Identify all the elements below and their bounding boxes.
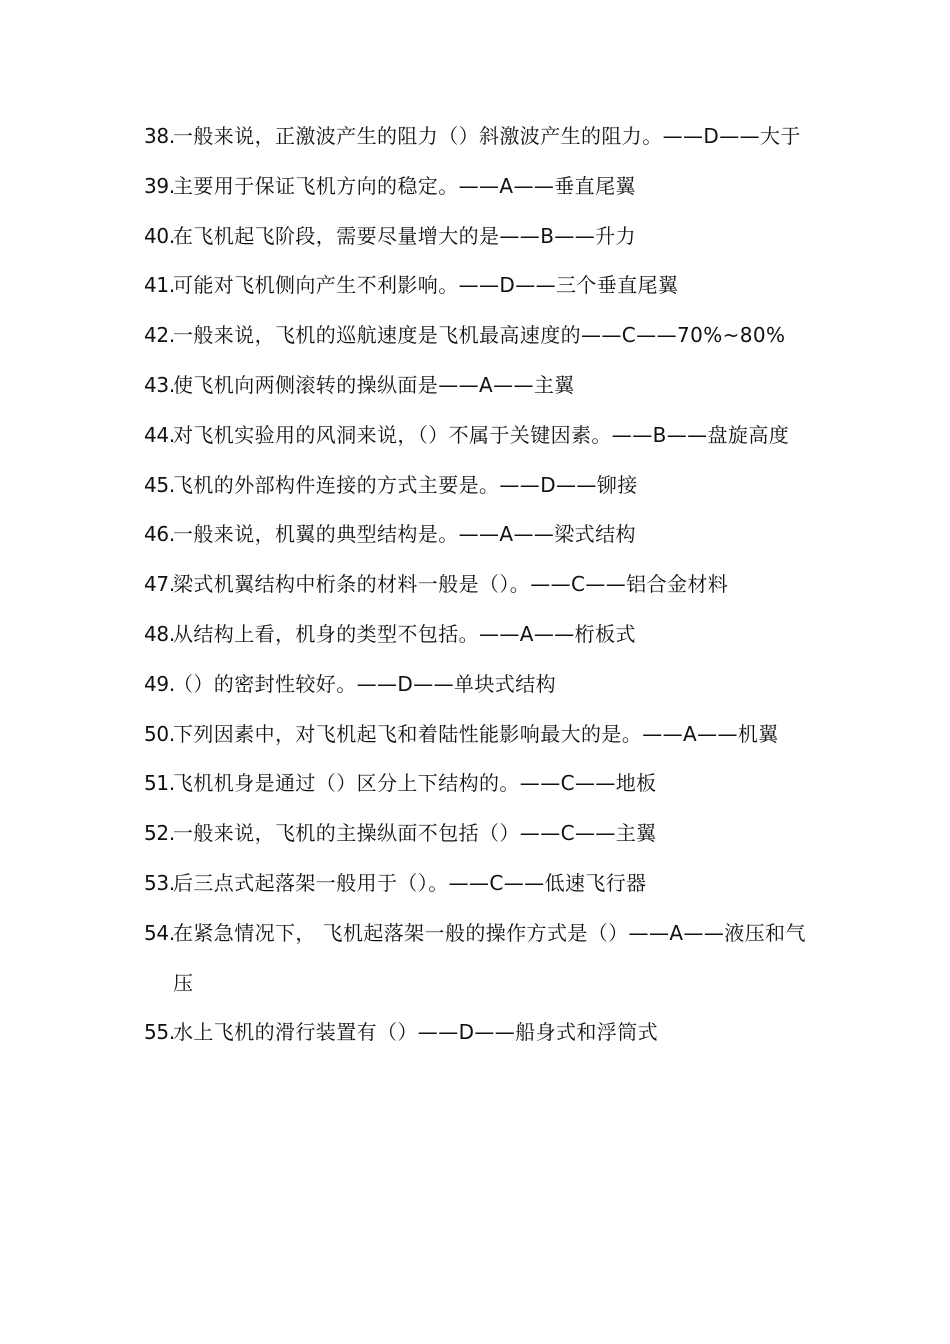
- question-item: [144, 759, 812, 809]
- question-text: 一般来说，飞机的主操纵面不包括（）——C——主翼: [173, 821, 657, 846]
- question-item: [144, 361, 812, 411]
- question-number: 46.: [144, 522, 175, 547]
- question-item: [144, 660, 812, 710]
- question-text: 在紧急情况下， 飞机起落架一般的操作方式是（）——A——液压和气压: [173, 920, 806, 995]
- question-text: 飞机机身是通过（）区分上下结构的。——C——地板: [173, 771, 657, 796]
- question-number: 38.: [144, 124, 175, 148]
- question-number: 50.: [144, 721, 175, 746]
- question-number: 47.: [144, 572, 175, 597]
- question-text: 对飞机实验用的风洞来说，（）不属于关键因素。——B——盘旋高度: [173, 422, 790, 447]
- question-item: [144, 809, 812, 859]
- question-text: 主要用于保证飞机方向的稳定。——A——垂直尾翼: [173, 173, 636, 198]
- question-text: 使飞机向两侧滚转的操纵面是——A——主翼: [173, 372, 575, 397]
- question-text: 后三点式起落架一般用于（）。——C——低速飞行器: [173, 870, 647, 895]
- question-item: [144, 560, 812, 610]
- question-number: 42.: [144, 323, 175, 348]
- question-number: 55.: [144, 1020, 175, 1045]
- question-text: 在飞机起飞阶段，需要尽量增大的是——B——升力: [173, 223, 636, 248]
- question-number: 51.: [144, 771, 175, 796]
- question-item: [144, 162, 812, 212]
- question-number: 43.: [144, 372, 175, 397]
- question-text: 一般来说，正激波产生的阻力（）斜激波产生的阻力。——D——大于: [173, 124, 801, 148]
- question-number: 53.: [144, 870, 175, 895]
- question-item: [144, 909, 812, 1009]
- question-text: 梁式机翼结构中桁条的材料一般是（）。——C——铝合金材料: [173, 572, 729, 597]
- question-item: [144, 411, 812, 461]
- question-item: [144, 311, 812, 361]
- question-number: 45.: [144, 472, 175, 497]
- question-text: （）的密封性较好。——D——单块式结构: [173, 671, 557, 696]
- question-item: [144, 610, 812, 660]
- question-text: 可能对飞机侧向产生不利影响。——D——三个垂直尾翼: [173, 273, 679, 298]
- question-list: [144, 112, 812, 1058]
- question-text: 下列因素中，对飞机起飞和着陆性能影响最大的是。——A——机翼: [173, 721, 779, 746]
- question-text: 飞机的外部构件连接的方式主要是。——D——铆接: [173, 472, 638, 497]
- question-number: 41.: [144, 273, 175, 298]
- question-number: 52.: [144, 821, 175, 846]
- question-text: 一般来说，机翼的典型结构是。——A——梁式结构: [173, 522, 636, 547]
- question-number: 40.: [144, 223, 175, 248]
- question-number: 49.: [144, 671, 175, 696]
- question-text: 一般来说，飞机的巡航速度是飞机最高速度的——C——70%~80%: [173, 323, 786, 348]
- question-item: [144, 212, 812, 262]
- question-number: 44.: [144, 422, 175, 447]
- question-text: 从结构上看，机身的类型不包括。——A——桁板式: [173, 621, 636, 646]
- question-item: [144, 510, 812, 560]
- question-item: [144, 461, 812, 511]
- question-item: [144, 710, 812, 760]
- question-item: [144, 1008, 812, 1058]
- question-item: [144, 261, 812, 311]
- question-item: [144, 859, 812, 909]
- question-number: 48.: [144, 621, 175, 646]
- question-number: 39.: [144, 173, 175, 198]
- question-number: 54.: [144, 920, 175, 945]
- question-text: 水上飞机的滑行装置有（）——D——船身式和浮筒式: [173, 1020, 658, 1045]
- question-item: [144, 112, 812, 162]
